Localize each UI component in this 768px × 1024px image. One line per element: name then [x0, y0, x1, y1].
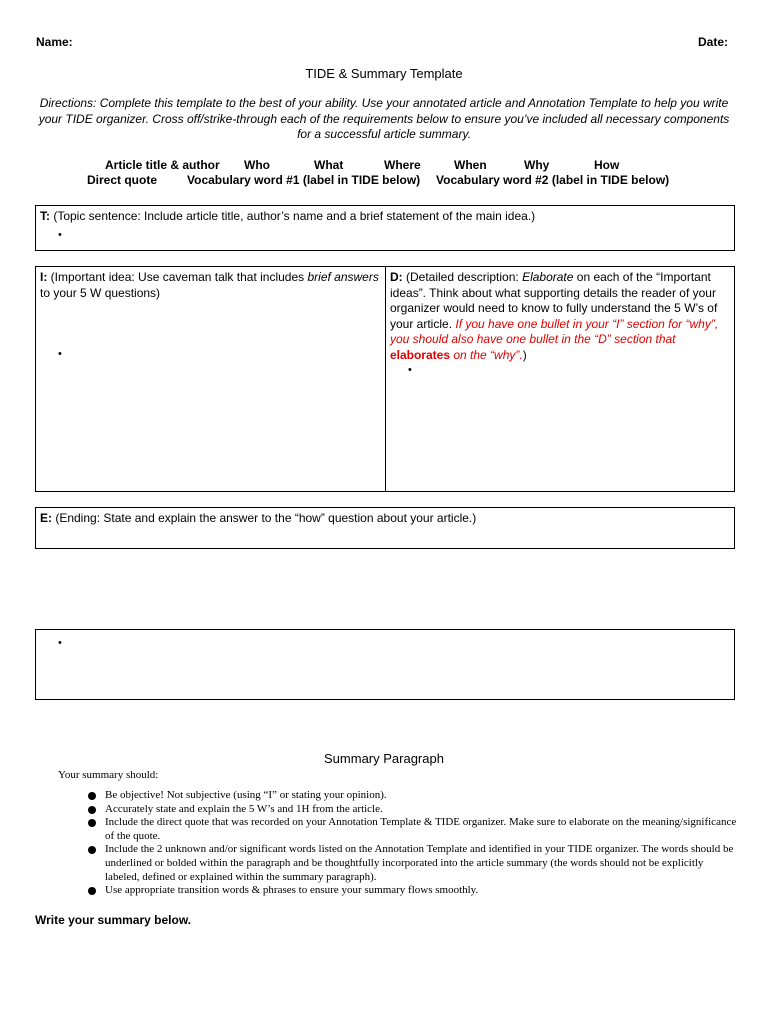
directions-text: Directions: Complete this template to the best of your ability. Use your annotated article and Annotation Template to help you write your TIDE organizer. Cross off/strike-through each of the requirements below to ensure you’ve included all necessary components for a successful article summary. [38, 96, 730, 141]
req-vocab-2: Vocabulary word #2 (label in TIDE below) [436, 173, 670, 187]
d-instructions-em: Elaborate [522, 270, 574, 284]
req-what: What [314, 158, 344, 172]
req-who: Who [244, 158, 270, 172]
date-label: Date: [698, 35, 729, 49]
req-vocab-1: Vocabulary word #1 (label in TIDE below) [187, 173, 421, 187]
d-instructions-b: on each of the “Important ideas”. Think about what supporting details the reader of your organizer would need to know to fully understand the 5 W’s of your article. [390, 270, 718, 331]
extra-bullet-box[interactable] [35, 629, 735, 700]
list-item: Include the direct quote that was recorded on your Annotation Template & TIDE organizer. Make sure to elaborate on the meaning/significance of the quote. [88, 816, 738, 843]
d-box[interactable] [385, 266, 735, 492]
t-box[interactable] [35, 205, 735, 251]
extra-bullet: • [58, 637, 62, 649]
list-item: Be objective! Not subjective (using “I” or stating your opinion). [88, 789, 738, 803]
req-why: Why [524, 158, 550, 172]
summary-should-label: Your summary should: [58, 769, 159, 781]
e-letter: E: [40, 511, 52, 525]
t-instructions: (Topic sentence: Include article title, author’s name and a brief statement of the main idea.) [50, 209, 536, 223]
e-instructions: (Ending: State and explain the answer to the “how” question about your article.) [52, 511, 477, 525]
d-instructions-a: (Detailed description: [402, 270, 523, 284]
req-how: How [594, 158, 620, 172]
d-note-a: If you have one bullet in your “I” section for “why”, you should also have one bullet in the “D” section that [390, 316, 719, 346]
d-letter: D: [390, 270, 403, 284]
list-item: Include the 2 unknown and/or significant words listed on the Annotation Template and identified in your TIDE organizer. The words should be underlined or bolded within the paragraph and be thoughtfully incorporated into the article summary (the words should not be explicitly labeled, defined or explained within the summary paragraph). [88, 843, 738, 884]
req-direct-quote: Direct quote [87, 173, 158, 187]
summary-requirements-list [88, 789, 738, 898]
i-instructions-b: to your 5 W questions) [40, 285, 161, 300]
write-summary-label: Write your summary below. [35, 913, 192, 927]
list-item: Accurately state and explain the 5 W’s and 1H from the article. [88, 803, 738, 817]
i-instructions-em: brief answers [307, 270, 379, 284]
name-label: Name: [36, 35, 73, 49]
d-note-bold: elaborates [390, 347, 451, 362]
e-box[interactable] [35, 507, 735, 549]
d-close-paren: ) [522, 347, 527, 362]
i-box[interactable] [35, 266, 386, 492]
list-item: Use appropriate transition words & phrases to ensure your summary flows smoothly. [88, 884, 738, 898]
summary-title: Summary Paragraph [324, 751, 444, 766]
i-instructions-a: (Important idea: Use caveman talk that includes [47, 270, 308, 284]
d-bullet: • [408, 364, 412, 376]
d-note-b: on the “why”. [450, 347, 523, 362]
req-article-title: Article title & author [105, 158, 220, 172]
req-when: When [454, 158, 487, 172]
i-bullet: • [58, 348, 62, 360]
i-letter: I: [40, 270, 48, 284]
page-title: TIDE & Summary Template [305, 66, 463, 81]
t-bullet: • [58, 229, 62, 241]
req-where: Where [384, 158, 421, 172]
t-letter: T: [40, 209, 50, 223]
